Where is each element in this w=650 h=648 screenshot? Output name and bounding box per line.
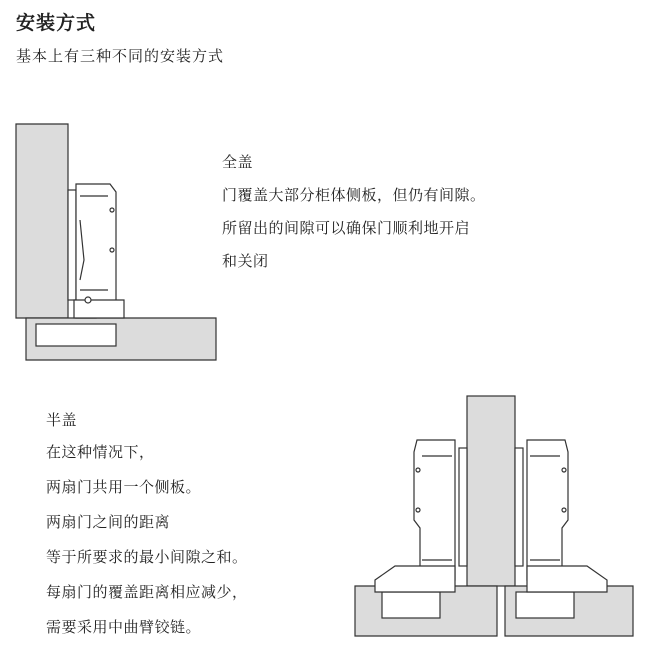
hinge-screw-top: [110, 208, 114, 212]
right-hinge-cup: [527, 566, 607, 592]
half-overlay-heading: 半盖: [46, 411, 78, 429]
left-mounting-plate: [459, 448, 467, 566]
half-overlay-line: 两扇门共用一个侧板。: [46, 478, 202, 496]
full-overlay-heading: 全盖: [222, 153, 254, 171]
half-overlay-line: 两扇门之间的距离: [46, 513, 171, 531]
full-overlay-description: [222, 146, 486, 278]
hinge-cup: [74, 300, 124, 318]
full-overlay-line: 所留出的间隙可以确保门顺利地开启: [222, 219, 471, 237]
hinge-screw-bottom: [110, 248, 114, 252]
hinge-pivot: [85, 297, 91, 303]
mounting-plate: [68, 190, 76, 300]
left-door-cup-recess: [382, 592, 440, 618]
full-overlay-line: 门覆盖大部分柜体侧板，但仍有间隙。: [222, 186, 486, 204]
half-overlay-line: 每扇门的覆盖距离相应减少，: [46, 583, 248, 601]
shared-side-panel: [467, 396, 515, 586]
half-overlay-line: 等于所要求的最小间隙之和。: [46, 548, 248, 566]
half-overlay-line: 在这种情况下，: [46, 443, 155, 461]
page-title: 安装方式: [16, 12, 97, 34]
half-overlay-description: [46, 405, 248, 645]
cabinet-side-panel: [16, 124, 68, 318]
right-mounting-plate: [515, 448, 523, 566]
right-door-cup-recess: [516, 592, 574, 618]
half-overlay-line: 需要采用中曲臂铰链。: [46, 618, 202, 636]
left-hinge-cup: [375, 566, 455, 592]
full-overlay-line: 和关闭: [222, 252, 269, 270]
page-subtitle: 基本上有三种不同的安装方式: [16, 47, 225, 65]
door-cup-recess: [36, 324, 116, 346]
